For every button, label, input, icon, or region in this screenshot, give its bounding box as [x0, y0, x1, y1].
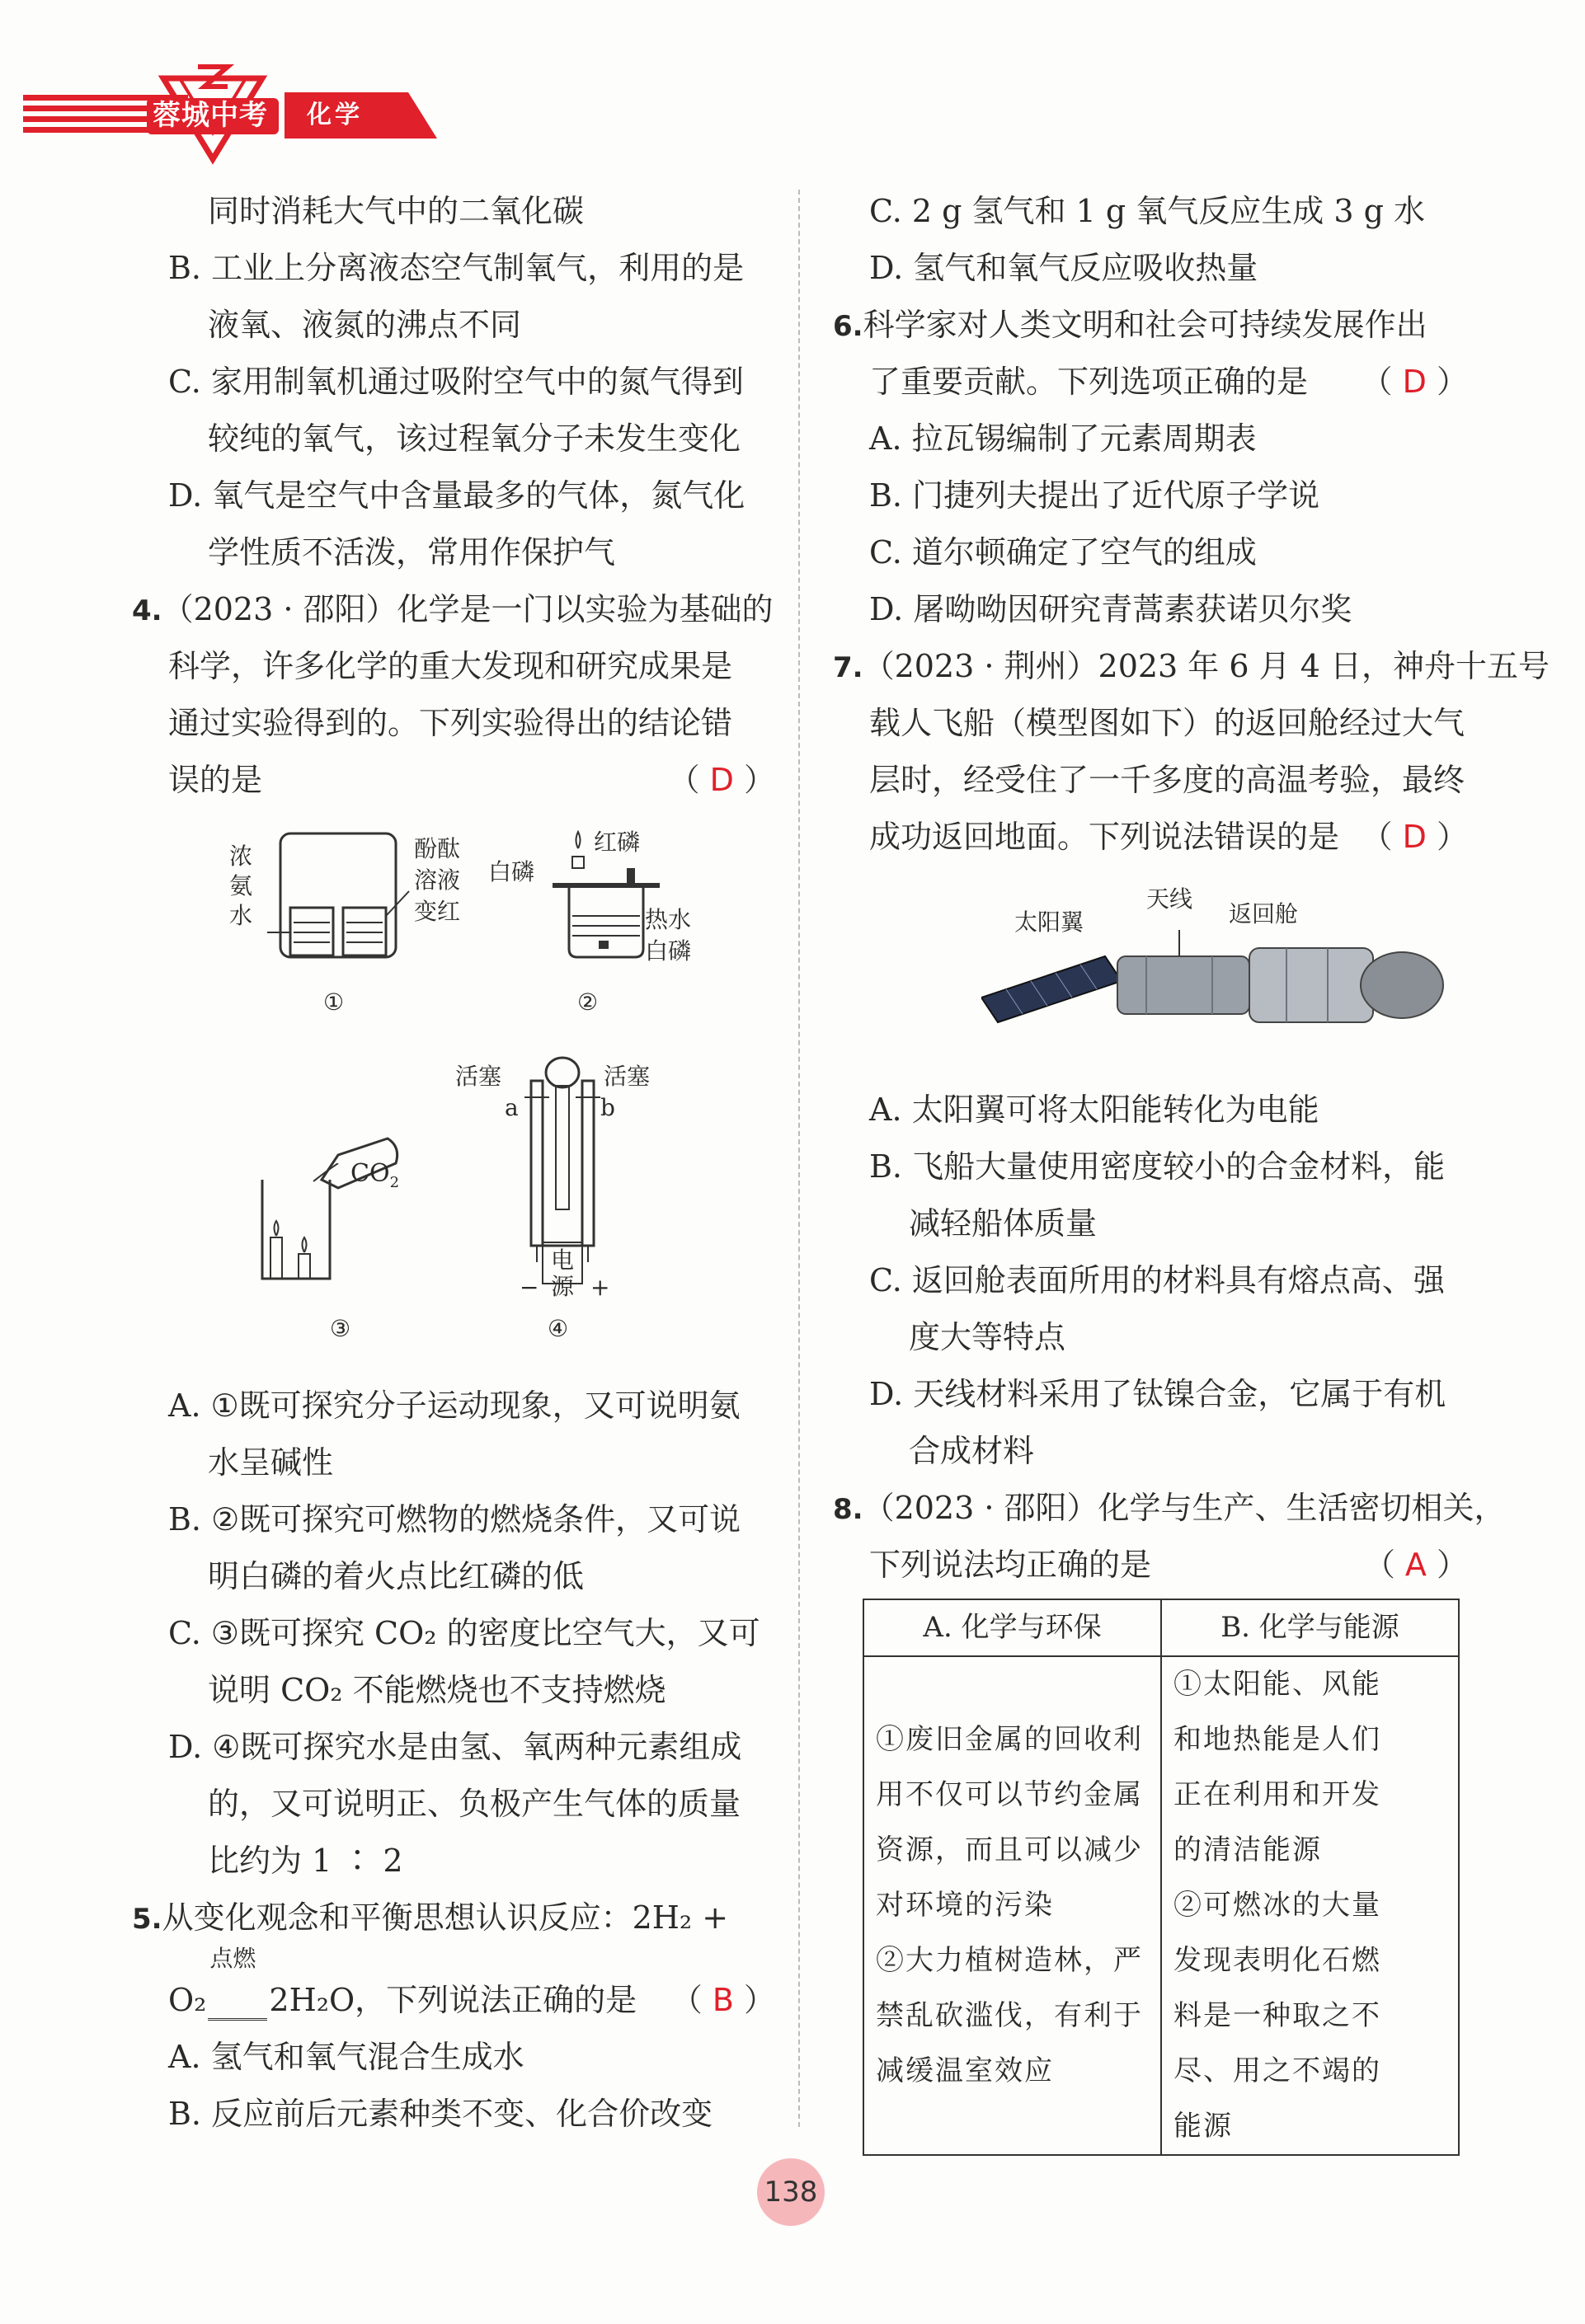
co2-text: CO [350, 1159, 390, 1188]
q5-text: 2H₂O，下列说法正确的是 [269, 1982, 637, 2018]
q7-answer: （ D ） [1361, 819, 1468, 855]
table-line: 对环境的污染 [876, 1889, 1054, 1922]
q8-number: 8. [833, 1493, 863, 1526]
left-column [132, 183, 775, 2143]
q7-option-b: B. 飞船大量使用密度较小的合金材料，能 [869, 1148, 1446, 1185]
table-line: 和地热能是人们 [1173, 1723, 1381, 1756]
q7-option-c: C. 返回舱表面所用的材料具有熔点高、强 [869, 1262, 1445, 1298]
q7-stem [833, 638, 1550, 695]
fig1-label-char: 浓 [229, 843, 253, 870]
q5-condition: 点燃 [209, 1945, 256, 1972]
fig3-co2-label [350, 1145, 399, 1211]
fig1-number: ① [323, 988, 345, 1016]
q4-text: （2023 · 邵阳）化学是一门以实验为基础的 [162, 591, 774, 627]
fig2-white-p2-label: 白磷 [645, 937, 692, 965]
q5-option-c: C. 2 g 氢气和 1 g 氧气反应生成 3 g 水 [869, 193, 1426, 229]
fig1-left-label [229, 842, 262, 931]
q7-text: 层时，经受住了一千多度的高温考验，最终 [869, 762, 1465, 798]
q4-number: 4. [132, 594, 162, 627]
fig4-right-valve-label: 活塞 [604, 1063, 651, 1090]
fig4-minus: − [520, 1274, 539, 1301]
fig1-right-label [414, 833, 460, 927]
q6-answer: （ D ） [1361, 364, 1468, 400]
q5-answer: （ B ） [670, 1982, 775, 2018]
q5-answer-letter: B [712, 1982, 734, 2018]
q4-answer: （ D ） [668, 762, 775, 798]
table-line: ①太阳能、风能 [1173, 1668, 1381, 1701]
fig4-left-valve-label: 活塞 [455, 1063, 502, 1090]
table-body-row [863, 1656, 1459, 2155]
table-line: 禁乱砍滥伐，有利于 [876, 1999, 1143, 2032]
q6-option-a: A. 拉瓦锡编制了元素周期表 [869, 420, 1257, 457]
q8-comparison-table [863, 1599, 1460, 2156]
q7-text: （2023 · 荆州）2023 年 6 月 4 日，神舟十五号 [863, 648, 1550, 684]
q8-answer: （ A ） [1363, 1547, 1468, 1583]
solar-wing-label: 太阳翼 [1014, 908, 1084, 936]
antenna-label: 天线 [1146, 885, 1193, 913]
q8-stem [833, 1480, 1506, 1537]
q5-option-b: B. 反应前后元素种类不变、化合价改变 [168, 2096, 713, 2132]
q4-option-c: C. ③既可探究 CO₂ 的密度比空气大，又可 [168, 1615, 760, 1651]
fig4-plus: + [590, 1274, 610, 1301]
q5-number: 5. [132, 1903, 162, 1936]
q7-text: 载人飞船（模型图如下）的返回舱经过大气 [869, 705, 1465, 741]
q6-text: 科学家对人类文明和社会可持续发展作出 [863, 307, 1427, 343]
table-line: 资源，而且可以减少 [876, 1833, 1143, 1866]
right-column [833, 183, 1550, 2156]
q4-option-b: B. ②既可探究可燃物的燃烧条件，又可说 [168, 1501, 741, 1538]
q8-answer-letter: A [1404, 1547, 1427, 1583]
q4-option-d: D. ④既可探究水是由氢、氧两种元素组成 [168, 1729, 742, 1765]
fig2-white-p-label: 白磷 [488, 858, 535, 885]
fig4-a-label: a [505, 1094, 519, 1121]
q4-option-line: 水呈碱性 [208, 1444, 334, 1481]
q4-text: 误的是 [168, 762, 263, 798]
fig1-label-line: 溶液 [414, 866, 461, 894]
q4-option-line: 的，又可说明正、负极产生气体的质量 [208, 1786, 741, 1822]
table-line: ②大力植树造林，严 [876, 1944, 1143, 1977]
fig2-number: ② [577, 988, 599, 1016]
q3-option-c: C. 家用制氧机通过吸附空气中的氮气得到 [168, 364, 744, 400]
q4-option-a: A. ①既可探究分子运动现象，又可说明氨 [168, 1387, 741, 1424]
table-line: 的清洁能源 [1173, 1833, 1322, 1866]
fig3-number: ③ [330, 1315, 351, 1342]
fig2-red-p-label: 红磷 [594, 829, 641, 856]
fig1-label-line: 酚酞 [414, 835, 461, 862]
table-line: ②可燃冰的大量 [1173, 1889, 1381, 1922]
q7-option-a: A. 太阳翼可将太阳能转化为电能 [869, 1092, 1319, 1128]
q7-option-line: 减轻船体质量 [909, 1205, 1098, 1242]
co2-subscript: 2 [389, 1174, 400, 1191]
column-divider [798, 190, 800, 2127]
q5-stem [132, 1890, 775, 1946]
table-header-row [863, 1599, 1459, 1656]
q6-number: 6. [833, 310, 863, 343]
fig4-b-label: b [600, 1094, 615, 1121]
fig4-number: ④ [548, 1315, 569, 1342]
fig4-power-char: 源 [551, 1273, 575, 1300]
q6-last-line [833, 354, 1468, 411]
q3-option-b: B. 工业上分离液态空气制氧气，利用的是 [168, 250, 745, 286]
fig2-hot-water-label: 热水 [645, 906, 692, 933]
q3-line: 学性质不活泼，常用作保护气 [208, 534, 616, 570]
q7-last-line [833, 809, 1468, 866]
table-line: 发现表明化石燃 [1173, 1944, 1381, 1977]
capsule-label: 返回舱 [1229, 900, 1299, 927]
table-line: 用不仅可以节约金属 [876, 1778, 1143, 1811]
q6-option-d: D. 屠呦呦因研究青蒿素获诺贝尔奖 [869, 591, 1352, 627]
q6-text: 了重要贡献。下列选项正确的是 [869, 364, 1309, 400]
subject-label: 化学 [307, 101, 363, 129]
q4-text: 科学，许多化学的重大发现和研究成果是 [168, 648, 733, 684]
table-line: 尽、用之不竭的 [1173, 2054, 1381, 2087]
logo-text: 蓉城中考 [153, 99, 268, 132]
q4-text: 通过实验得到的。下列实验得出的结论错 [168, 705, 733, 741]
q5-arrow [208, 1945, 267, 2021]
q6-answer-letter: D [1402, 364, 1427, 400]
q4-last-line [132, 752, 775, 809]
fig1-ammonia-beakers [264, 825, 412, 965]
q8-text: 下列说法均正确的是 [869, 1547, 1152, 1583]
q4-option-line: 说明 CO₂ 不能燃烧也不支持燃烧 [208, 1672, 666, 1708]
q6-stem [833, 297, 1468, 354]
table-line: 能源 [1173, 2110, 1233, 2143]
fig1-label-line: 变红 [414, 898, 461, 925]
fig1-label-char: 水 [229, 902, 253, 929]
table-col-b [1161, 1656, 1459, 2155]
q3-line: 较纯的氧气，该过程氧分子未发生变化 [208, 420, 741, 457]
q4-stem [132, 581, 775, 638]
table-col-a [863, 1656, 1161, 2155]
q5-o2: O₂ [168, 1982, 207, 2018]
fig4-power-char: 电 [551, 1247, 575, 1274]
page-number: 138 [757, 2158, 825, 2226]
fig4-power-label [551, 1247, 574, 1300]
q7-answer-letter: D [1402, 819, 1427, 855]
q7-option-line: 度大等特点 [909, 1319, 1066, 1355]
q7-number: 7. [833, 651, 863, 684]
fig1-label-char: 氨 [229, 872, 253, 899]
table-line: 料是一种取之不 [1173, 1999, 1381, 2032]
table-line: 正在利用和开发 [1173, 1778, 1381, 1811]
q4-figures [132, 809, 775, 1378]
q7-text: 成功返回地面。下列说法错误的是 [869, 819, 1340, 855]
q6-option-c: C. 道尔顿确定了空气的组成 [869, 534, 1257, 570]
q7-option-line: 合成材料 [909, 1433, 1035, 1469]
q4-option-line: 明白磷的着火点比红磷的低 [208, 1558, 585, 1594]
q3-option-d: D. 氧气是空气中含量最多的气体，氮气化 [168, 477, 745, 514]
q8-last-line [833, 1537, 1468, 1594]
q5-option-a: A. 氢气和氧气混合生成水 [168, 2039, 524, 2075]
q7-option-d: D. 天线材料采用了钛镍合金，它属于有机 [869, 1376, 1446, 1412]
table-line: 减缓温室效应 [876, 2054, 1054, 2087]
q3-line: 同时消耗大气中的二氧化碳 [208, 193, 585, 229]
q6-option-b: B. 门捷列夫提出了近代原子学说 [869, 477, 1320, 514]
q4-option-line: 比约为 1 ∶ 2 [208, 1843, 403, 1879]
q8-text: （2023 · 邵阳）化学与生产、生活密切相关， [863, 1490, 1506, 1526]
table-line: ①废旧金属的回收利 [876, 1723, 1143, 1756]
q7-figure [833, 866, 1468, 1082]
table-header-a: A. 化学与环保 [863, 1599, 1161, 1656]
q5-text: 从变化观念和平衡思想认识反应：2H₂ + [162, 1899, 729, 1936]
q4-answer-letter: D [709, 762, 734, 798]
q5-option-d: D. 氢气和氧气反应吸收热量 [869, 250, 1258, 286]
table-header-b: B. 化学与能源 [1161, 1599, 1459, 1656]
q3-line: 液氧、液氮的沸点不同 [208, 307, 522, 343]
q5-equation-line [132, 1946, 775, 2029]
